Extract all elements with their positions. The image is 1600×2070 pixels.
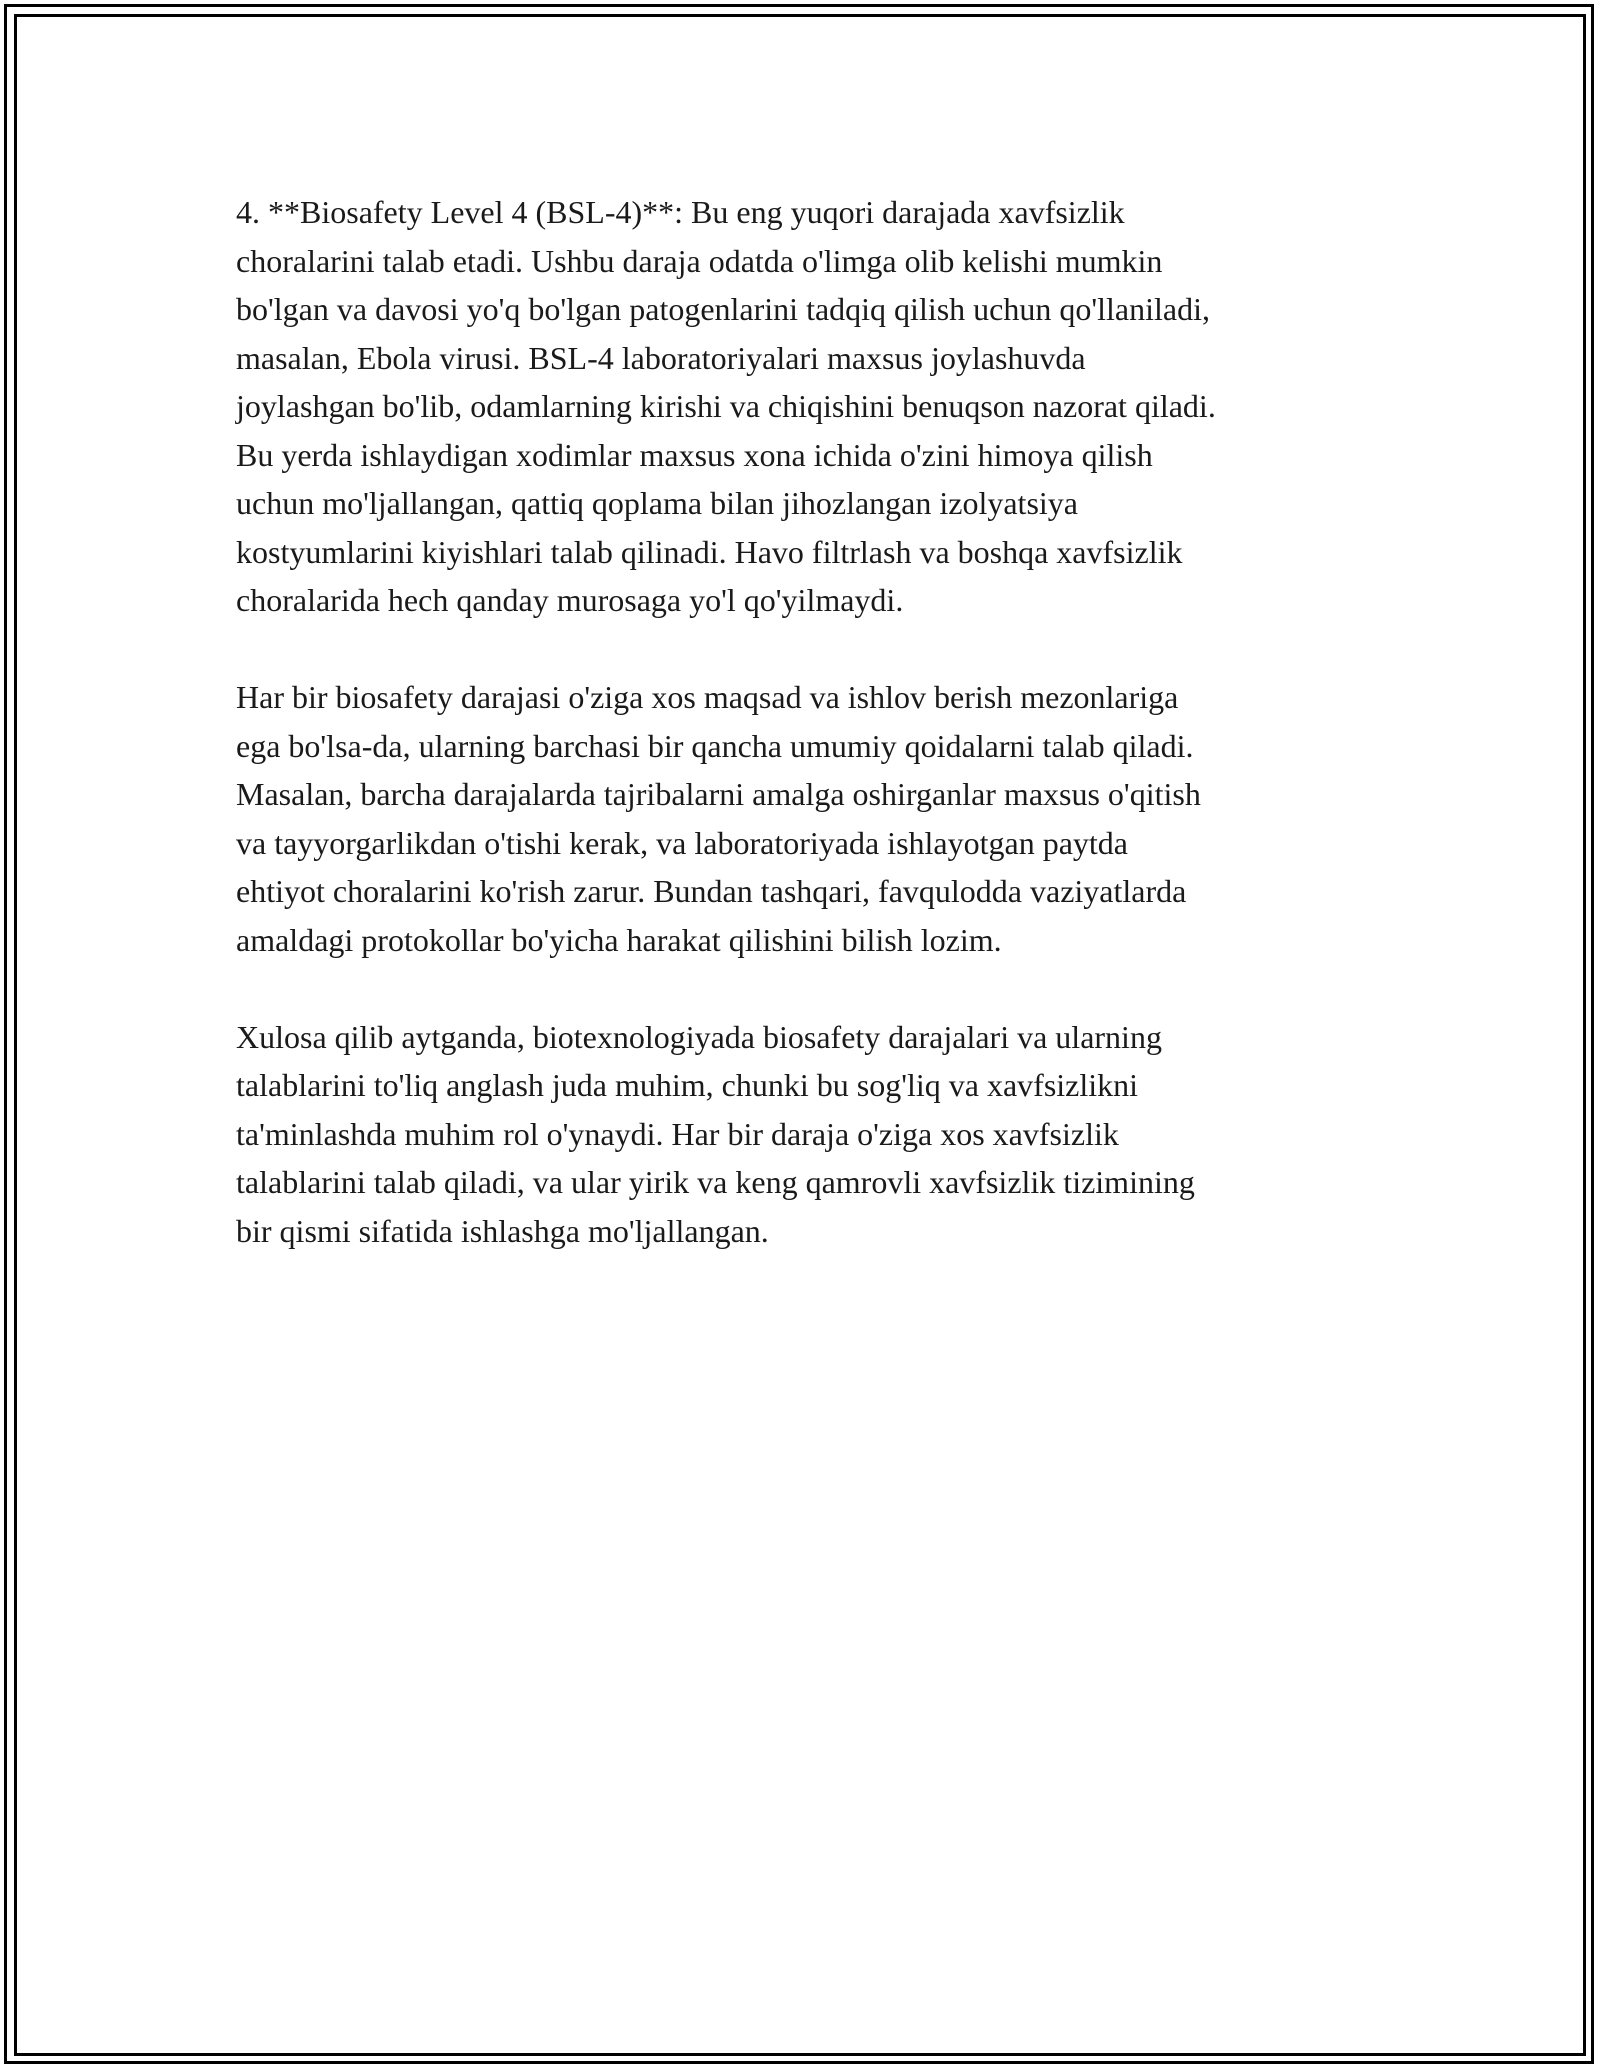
text-line: choralarida hech qanday murosaga yo'l qo'yilmaydi. [236,582,904,618]
text-line: bir qismi sifatida ishlashga mo'ljallangan. [236,1212,769,1249]
text-line: ehtiyot choralarini ko'rish zarur. Bundan tashqari, favqulodda vaziyatlarda [236,873,1187,909]
text-line: Har bir biosafety darajasi o'ziga xos maqsad va ishlov berish mezonlariga [236,679,1179,715]
paragraph-bsl4 [236,188,1376,625]
text-line: joylashgan bo'lib, odamlarning kirishi va chiqishini benuqson nazorat qiladi. [236,388,1216,424]
paragraph-conclusion [236,1013,1376,1256]
text-line: masalan, Ebola virusi. BSL-4 laboratoriyalari maxsus joylashuvda [236,339,1086,376]
text-line: Xulosa qilib aytganda, biotexnologiyada biosafety darajalari va ularning [236,1018,1162,1055]
text-line: Bu yerda ishlaydigan xodimlar maxsus xona ichida o'zini himoya qilish [236,436,1153,473]
text-line: uchun mo'ljallangan, qattiq qoplama bilan jihozlangan izolyatsiya [236,485,1078,521]
document-body [236,188,1376,1304]
text-line: choralarini talab etadi. Ushbu daraja odatda o'limga olib kelishi mumkin [236,242,1163,279]
text-line: talablarini to'liq anglash juda muhim, chunki bu sog'liq va xavfsizlikni [236,1067,1139,1103]
text-line: Masalan, barcha darajalarda tajribalarni amalga oshirganlar maxsus o'qitish [236,776,1201,812]
paragraph-common-rules [236,673,1376,964]
text-line: ta'minlashda muhim rol o'ynaydi. Har bir daraja o'ziga xos xavfsizlik [236,1115,1119,1152]
text-line: bo'lgan va davosi yo'q bo'lgan patogenlarini tadqiq qilish uchun qo'llaniladi, [236,291,1210,327]
text-line: 4. **Biosafety Level 4 (BSL-4)**: Bu eng yuqori darajada xavfsizlik [236,194,1125,230]
text-line: talablarini talab qiladi, va ular yirik va keng qamrovli xavfsizlik tizimining [236,1164,1195,1200]
text-line: ega bo'lsa-da, ularning barchasi bir qancha umumiy qoidalarni talab qiladi. [236,727,1194,764]
text-line: va tayyorgarlikdan o'tishi kerak, va laboratoriyada ishlayotgan paytda [236,824,1128,861]
text-line: amaldagi protokollar bo'yicha harakat qilishini bilish lozim. [236,921,1002,958]
text-line: kostyumlarini kiyishlari talab qilinadi. Havo filtrlash va boshqa xavfsizlik [236,533,1183,570]
